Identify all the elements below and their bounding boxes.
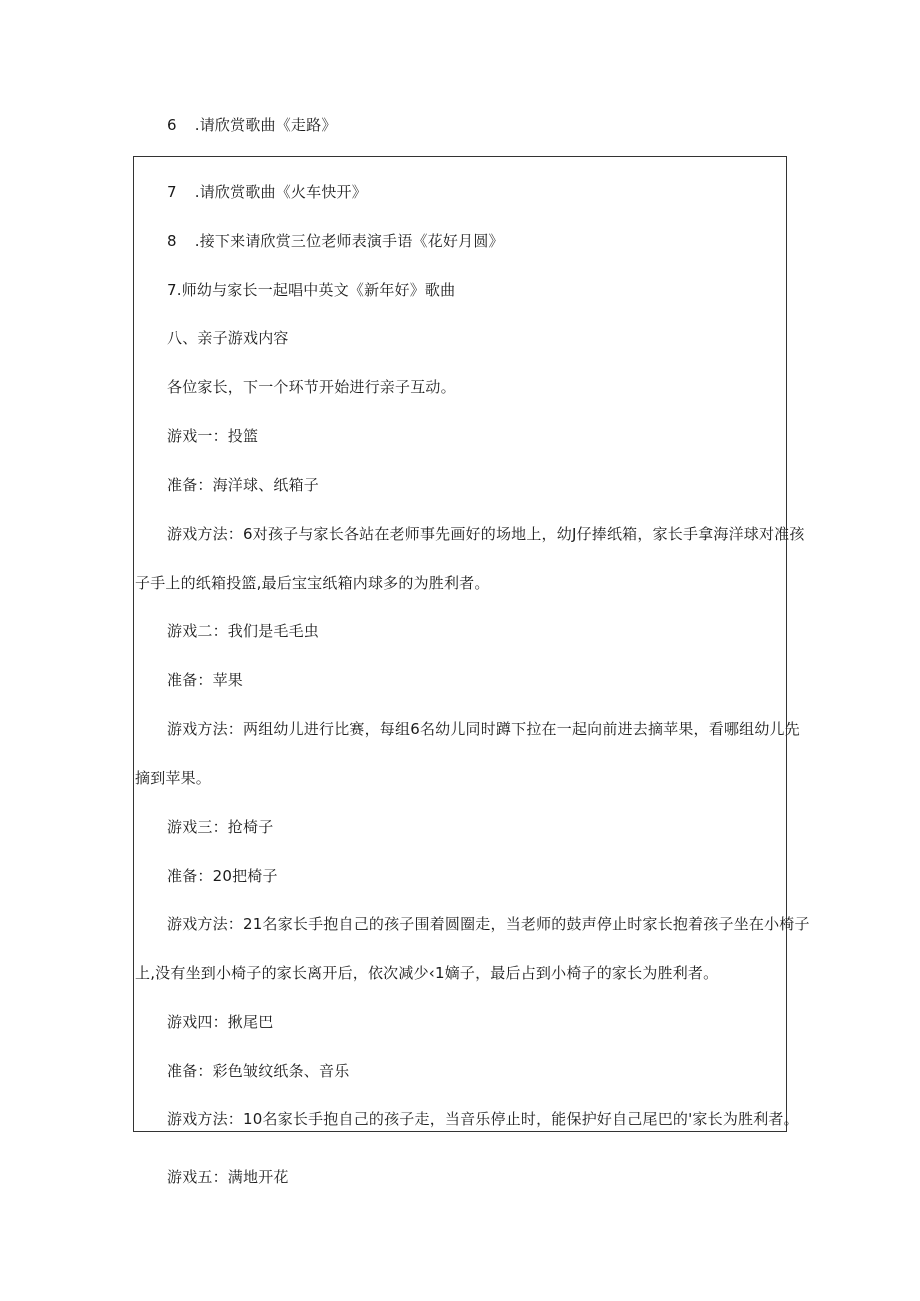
game-preparation: 准备：彩色皱纹纸条、音乐 <box>167 1062 350 1080</box>
item-number: 7 <box>167 183 177 201</box>
game-preparation: 准备：20把椅子 <box>167 867 278 885</box>
item-text: .接下来请欣赏三位老师表演手语《花好月圆》 <box>194 232 504 250</box>
item-number: 6 <box>167 116 177 134</box>
game-title: 游戏一：投篮 <box>167 427 259 445</box>
item-number: 8 <box>167 232 177 250</box>
game-preparation: 准备：海洋球、纸箱子 <box>167 476 320 494</box>
game-preparation: 准备：苹果 <box>167 671 244 689</box>
item-text: .请欣赏歌曲《走路》 <box>194 116 337 134</box>
game-method: 游戏方法：10名家长手抱自己的孩子走，当音乐停止时，能保护好自己尾巴的'家长为胜利者。 <box>167 1110 799 1128</box>
table-border <box>133 156 787 1132</box>
game-method-continued: 摘到苹果。 <box>135 769 212 787</box>
game-method: 游戏方法：6对孩子与家长各站在老师事先画好的场地上，幼J仔捧纸箱，家长手拿海洋球对准孩 <box>167 525 805 543</box>
section-heading: 八、亲子游戏内容 <box>167 329 289 347</box>
game-title: 游戏三：抢椅子 <box>167 818 274 836</box>
item-text: .请欣赏歌曲《火车快开》 <box>194 183 367 201</box>
game-method-continued: 上,没有坐到小椅子的家长离开后，依次减少‹1嫡子，最后占到小椅子的家长为胜利者。 <box>135 964 719 982</box>
game-method: 游戏方法：21名家长手抱自己的孩子围着圆圈走，当老师的鼓声停止时家长抱着孩子坐在小椅子 <box>167 915 810 933</box>
game-method-continued: 子手上的纸箱投篮,最后宝宝纸箱内球多的为胜利者。 <box>135 574 490 592</box>
text-line-item-6 <box>167 115 337 135</box>
game-title: 游戏四：揪尾巴 <box>167 1013 274 1031</box>
text-line: 7.师幼与家长一起唱中英文《新年好》歌曲 <box>167 281 456 299</box>
text-line-item-8 <box>167 231 504 251</box>
game-title: 游戏二：我们是毛毛虫 <box>167 622 320 640</box>
game-method: 游戏方法：两组幼儿进行比赛，每组6名幼儿同时蹲下拉在一起向前进去摘苹果，看哪组幼儿先 <box>167 720 800 738</box>
text-line: 各位家长，下一个环节开始进行亲子互动。 <box>167 378 456 396</box>
text-line-item-7 <box>167 182 367 202</box>
game-title: 游戏五：满地开花 <box>167 1168 289 1186</box>
